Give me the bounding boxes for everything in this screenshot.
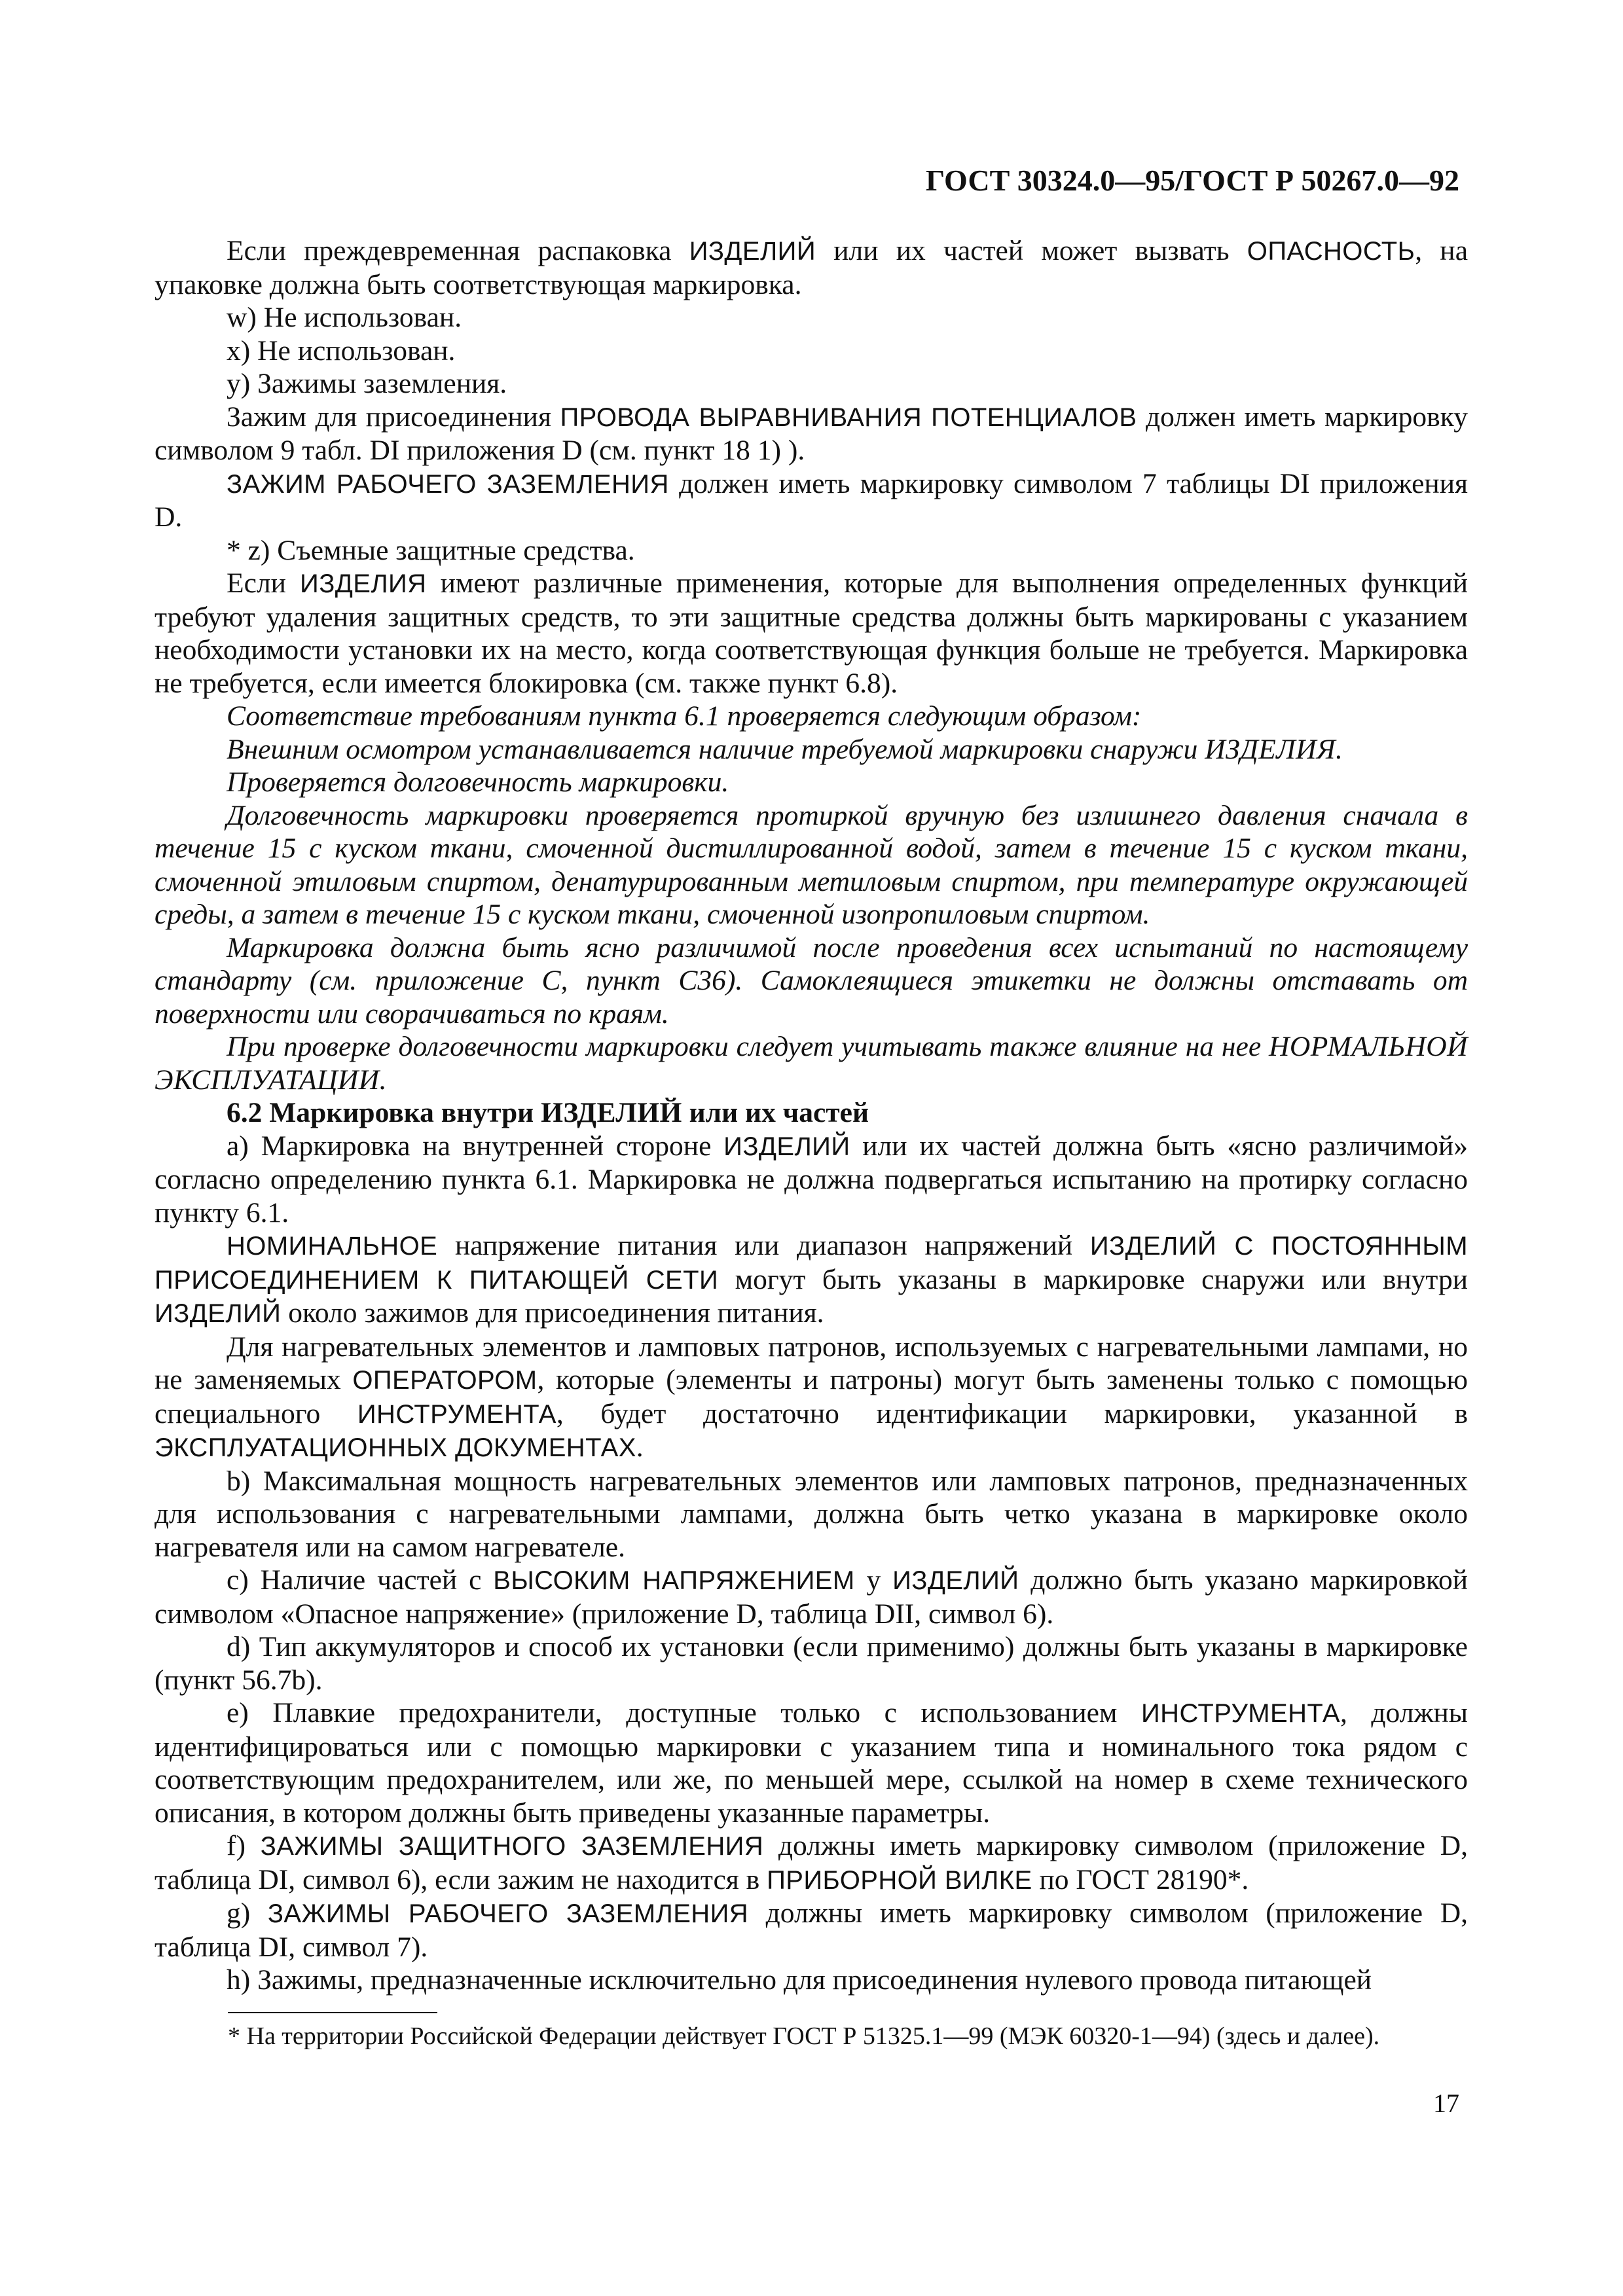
- paragraph: Если преждевременная распаковка ИЗДЕЛИЙ или их частей может вызвать ОПАСНОСТЬ, на упаковке должна быть соответствующая маркировка.: [155, 235, 1468, 300]
- paragraph: Если ИЗДЕЛИЯ имеют различные применения, которые для выполнения определенных функций требуют удаления защитных средств, то эти защитные средства должны быть маркированы с указанием необходимости установки их на место, когда соответствующая функция больше не требуется. Маркировка не требуется, если имеется блокировка (см. также пункт 6.8).: [155, 567, 1468, 699]
- list-item-w: w) Не использован.: [227, 302, 462, 333]
- list-item-y: y) Зажимы заземления.: [227, 368, 507, 399]
- list-item-x: x) Не использован.: [227, 334, 456, 367]
- list-item-b: b) Максимальная мощность нагревательных элементов или ламповых патронов, предназначенных для использования с нагревательными лампами, должна быть четко указана в маркировке около нагревателя или на самом нагревателе.: [155, 1465, 1468, 1563]
- list-item-a: a) Маркировка на внутренней стороне ИЗДЕЛИЙ или их частей должна быть «ясно различимой» согласно определению пункта 6.1. Маркировка не должна подвергаться испытанию на протирку согласно пункту 6.1.: [155, 1130, 1468, 1229]
- footnote-divider: [228, 2012, 437, 2013]
- test-paragraph: При проверке долговечности маркировки следует учитывать также влияние на нее НОРМАЛЬНОЙ ЭКСПЛУАТАЦИИ.: [155, 1031, 1468, 1096]
- page-number: 17: [1433, 2089, 1459, 2118]
- paragraph: Для нагревательных элементов и ламповых патронов, используемых с нагревательными лампами, но не заменяемых ОПЕРАТОРОМ, которые (элементы и патроны) могут быть заменены только с помощью специального ИНСТРУМЕНТА, будет достаточно идентификации маркировки, указанной в ЭКСПЛУАТАЦИОННЫХ ДОКУМЕНТАХ.: [155, 1331, 1468, 1463]
- list-item-d: d) Тип аккумуляторов и способ их установки (если применимо) должны быть указаны в маркировке (пункт 56.7b).: [155, 1631, 1468, 1696]
- list-item-h: h) Зажимы, предназначенные исключительно для присоединения нулевого провода питающей: [227, 1964, 1372, 1996]
- list-item-z: * z) Съемные защитные средства.: [227, 534, 635, 566]
- test-paragraph: Внешним осмотром устанавливается наличие требуемой маркировки снаружи ИЗДЕЛИЯ.: [227, 733, 1343, 765]
- test-paragraph: Соответствие требованиям пункта 6.1 проверяется следующим образом:: [227, 700, 1142, 732]
- list-item-e: e) Плавкие предохранители, доступные только с использованием ИНСТРУМЕНТА, должны идентифицироваться или с помощью маркировки с указанием типа и номинального тока рядом с соответствующим предохранителем, или же, по меньшей мере, ссылкой на номер в схеме технического описания, в котором должны быть приведены указанные параметры.: [155, 1697, 1468, 1829]
- test-paragraph: Маркировка должна быть ясно различимой после проведения всех испытаний по настоящему стандарту (см. приложение С, пункт С36). Самоклеящиеся этикетки не должны отставать от поверхности или сворачиваться по краям.: [155, 931, 1468, 1030]
- list-item-f: f) ЗАЖИМЫ ЗАЩИТНОГО ЗАЗЕМЛЕНИЯ должны иметь маркировку символом (приложение D, таблица DI, символ 6), если зажим не находится в ПРИБОРНОЙ ВИЛКЕ по ГОСТ 28190*.: [155, 1830, 1468, 1895]
- test-paragraph: Долговечность маркировки проверяется протиркой вручную без излишнего давления сначала в течение 15 с куском ткани, смоченной дистиллированной водой, затем в течение 15 с куском ткани, смоченной этиловым спиртом, денатурированным метиловым спиртом, при температуре окружающей среды, а затем в течение 15 с куском ткани, смоченной изопропиловым спиртом.: [155, 799, 1468, 930]
- paragraph: НОМИНАЛЬНОЕ напряжение питания или диапазон напряжений ИЗДЕЛИЙ С ПОСТОЯННЫМ ПРИСОЕДИНЕНИЕМ К ПИТАЮЩЕЙ СЕТИ могут быть указаны в маркировке снаружи или внутри ИЗДЕЛИЙ около зажимов для присоединения питания.: [155, 1230, 1468, 1329]
- test-paragraph: Проверяется долговечность маркировки.: [227, 766, 729, 798]
- footnote: * На территории Российской Федерации действует ГОСТ Р 51325.1—99 (МЭК 60320-1—94) (здесь и далее).: [228, 2022, 1380, 2050]
- document-header: ГОСТ 30324.0—95/ГОСТ Р 50267.0—92: [925, 164, 1459, 197]
- paragraph: Зажим для присоединения ПРОВОДА ВЫРАВНИВАНИЯ ПОТЕНЦИАЛОВ должен иметь маркировку символом 9 табл. DI приложения D (см. пункт 18 1) ).: [155, 401, 1468, 466]
- paragraph: ЗАЖИМ РАБОЧЕГО ЗАЗЕМЛЕНИЯ должен иметь маркировку символом 7 таблицы DI приложения D.: [155, 467, 1468, 533]
- section-heading: 6.2 Маркировка внутри ИЗДЕЛИЙ или их частей: [227, 1097, 869, 1128]
- list-item-c: c) Наличие частей с ВЫСОКИМ НАПРЯЖЕНИЕМ у ИЗДЕЛИЙ должно быть указано маркировкой символом «Опасное напряжение» (приложение D, таблица DII, символ 6).: [155, 1564, 1468, 1630]
- list-item-g: g) ЗАЖИМЫ РАБОЧЕГО ЗАЗЕМЛЕНИЯ должны иметь маркировку символом (приложение D, таблица DI, символ 7).: [155, 1897, 1468, 1963]
- main-text: [155, 234, 1468, 1997]
